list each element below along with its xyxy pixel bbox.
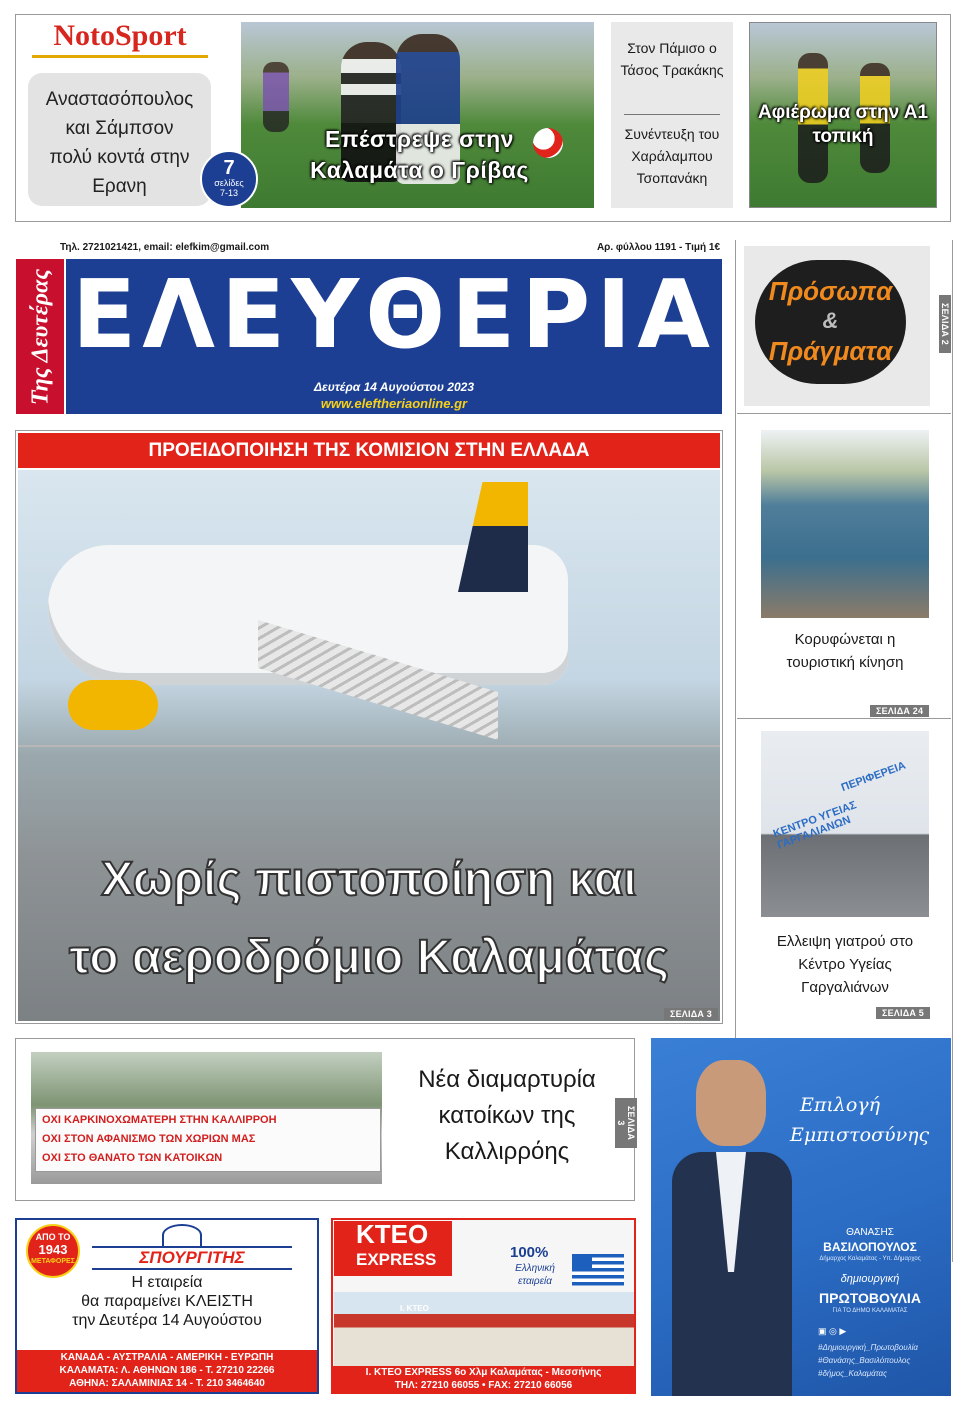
masthead-issue: Αρ. φύλλου 1191 - Τιμή 1€	[596, 242, 720, 253]
spourgitis-destinations: ΚΑΝΑΔΑ - ΑΥΣΤΡΑΛΙΑ - ΑΜΕΡΙΚΗ - ΕΥΡΩΠΗ	[60, 1352, 274, 1363]
health-center-caption[interactable]: Ελλειψη γιατρού στο Κέντρο Υγείας Γαργαλιάνων	[776, 933, 914, 996]
campaign-hashtag-3: #δήμος_Καλαμάτας	[818, 1369, 887, 1378]
building-sign-1: ΠΕΡΙΦΕΡΕΙΑ	[839, 759, 908, 795]
candidate-portrait	[672, 1060, 792, 1396]
airplane-tail	[458, 482, 528, 592]
notosport-logo[interactable]	[30, 17, 210, 57]
lead-headline-line1[interactable]: Χωρίς πιστοποίηση και	[101, 853, 637, 906]
soccer-headline[interactable]: Επέστρεψε στην Καλαμάτα ο Γρίβας	[310, 126, 529, 183]
protest-photo[interactable]	[31, 1052, 382, 1184]
sport-teaser-1[interactable]: Στον Πάμισο ο Τάσος Τρακάκης	[620, 40, 724, 78]
spourgitis-line2: θα παραμείνει ΚΛΕΙΣΤΗ	[81, 1293, 253, 1310]
protest-banner	[35, 1108, 381, 1172]
campaign-movement-3: ΓΙΑ ΤΟ ΔΗΜΟ ΚΑΛΑΜΑΤΑΣ	[832, 1308, 908, 1314]
masthead-contact: Τηλ. 2721021421, email: elefkim@gmail.com	[60, 242, 270, 253]
notosport-logo-sport: Sport	[114, 19, 187, 52]
kteo-claim-text: Ελληνική εταιρεία	[515, 1263, 555, 1287]
lead-kicker[interactable]: ΠΡΟΕΙΔΟΠΟΙΗΣΗ ΤΗΣ ΚΟΜΙΣΙΟΝ ΣΤΗΝ ΕΛΛΑΔΑ	[148, 440, 590, 461]
kteo-address: Ι. ΚΤΕΟ EXPRESS 6ο Χλμ Καλαμάτας - Μεσσήνης	[365, 1367, 602, 1378]
sport-teaser-2[interactable]: Συνέντευξη του Χαράλαμπου Τσοπανάκη	[624, 126, 720, 186]
pages-badge[interactable]	[200, 150, 258, 208]
beach-photo[interactable]	[761, 430, 929, 618]
tribute-headline[interactable]: Αφιέρωμα στην Α1 τοπική	[757, 102, 929, 147]
persons-line2: Πράγματα	[768, 336, 893, 366]
protest-headline[interactable]: Νέα διαμαρτυρία κατοίκων της Καλλιρρόης	[418, 1066, 596, 1165]
kteo-claim-pct: 100%	[510, 1244, 549, 1261]
building-sign-2: ΚΕΝΤΡΟ ΥΓΕΙΑΣ ΓΑΡΓΑΛΙΑΝΩΝ	[771, 799, 859, 852]
spourgitis-kalamata: ΚΑΛΑΜΑΤΑ: Λ. ΑΘΗΝΩΝ 186 - Τ. 27210 22266	[59, 1365, 275, 1376]
health-center-photo[interactable]	[761, 731, 929, 917]
protest-banner-line3: ΟΧΙ ΣΤΟ ΘΑΝΑΤΟ ΤΩΝ ΚΑΤΟΙΚΩΝ	[42, 1152, 223, 1164]
campaign-name-1: ΘΑΝΑΣΗΣ	[846, 1227, 894, 1238]
notosport-logo-underline	[32, 55, 208, 58]
spourgitis-globe-icon	[162, 1224, 202, 1246]
masthead-website[interactable]: www.eleftheriaonline.gr	[320, 396, 468, 411]
greek-flag-icon	[572, 1254, 624, 1286]
tourism-page: ΣΕΛΙΔΑ 24	[870, 705, 929, 717]
lead-headline-line2[interactable]: το αεροδρόμιο Καλαμάτας	[69, 931, 669, 984]
spourgitis-badge-top: ΑΠΟ ΤΟ	[35, 1232, 71, 1242]
social-icons: ▣ ◎ ▶	[818, 1326, 847, 1336]
spourgitis-badge-bottom: ΜΕΤΑΦΟΡΕΣ	[31, 1258, 75, 1265]
notosport-logo-noto: Noto	[53, 19, 115, 52]
tarmac-line	[18, 745, 720, 747]
spourgitis-athens: ΑΘΗΝΑ: ΣΑΛΑΜΙΝΙΑΣ 14 - Τ. 210 3464640	[69, 1378, 265, 1389]
candidate-head	[696, 1060, 766, 1146]
kteo-sign: Ι. ΚΤΕΟ	[400, 1304, 429, 1313]
kteo-logo-top: ΚΤΕΟ	[356, 1219, 429, 1249]
campaign-role: Δήμαρχος Καλαμάτας - Υπ. Δήμαρχος	[819, 1256, 921, 1262]
tourism-caption[interactable]: Κορυφώνεται η τουριστική κίνηση	[786, 631, 904, 671]
pages-badge-word: σελίδες	[214, 178, 244, 188]
sport-teaser-divider	[624, 114, 720, 115]
persons-page: ΣΕΛΙΔΑ 2	[939, 295, 951, 353]
pages-badge-num: 7	[223, 157, 235, 179]
protest-page: ΣΕΛΙΔΑ 3	[615, 1098, 637, 1148]
persons-amp: &	[822, 308, 839, 333]
sport-side-story[interactable]	[28, 73, 211, 206]
protest-banner-line1: ΟΧΙ ΚΑΡΚΙΝΟΧΩΜΑΤΕΡΗ ΣΤΗΝ ΚΑΛΛΙΡΡΟΗ	[42, 1114, 277, 1126]
persons-line1: Πρόσωπα	[768, 276, 893, 306]
lead-page: ΣΕΛΙΔΑ 3	[664, 1008, 718, 1020]
masthead-date: Δευτέρα 14 Αυγούστου 2023	[313, 380, 474, 394]
health-center-page: ΣΕΛΙΔΑ 5	[876, 1007, 930, 1019]
player-figure-3	[263, 62, 289, 132]
pages-badge-range: 7-13	[219, 188, 238, 198]
spourgitis-badge-year: 1943	[38, 1242, 68, 1257]
greek-flag-canton	[572, 1254, 592, 1271]
masthead-side-label: Της Δευτέρας	[27, 268, 54, 406]
kteo-logo-bottom: EXPRESS	[356, 1250, 437, 1269]
right-column-sep-2	[737, 718, 951, 719]
spourgitis-since-badge	[26, 1224, 80, 1278]
campaign-slogan-1: Επιλογή	[800, 1094, 881, 1116]
airplane-engine	[68, 680, 158, 730]
campaign-movement-1: δημιουργική	[840, 1273, 900, 1285]
masthead-title: ΕΛΕΥΘΕΡΙΑ	[72, 261, 716, 370]
spourgitis-line1: Η εταιρεία	[131, 1274, 203, 1291]
campaign-hashtag-2: #Θανάσης_Βασιλόπουλος	[818, 1356, 911, 1365]
campaign-slogan-2: Εμπιστοσύνης	[790, 1124, 930, 1146]
protest-banner-line2: ΟΧΙ ΣΤΟΝ ΑΦΑΝΙΣΜΟ ΤΩΝ ΧΩΡΙΩΝ ΜΑΣ	[42, 1133, 256, 1145]
kteo-phones: ΤΗΛ: 27210 66055 • FAX: 27210 66056	[394, 1380, 573, 1391]
spourgitis-line3: την Δευτέρα 14 Αυγούστου	[72, 1312, 262, 1329]
campaign-movement-2: ΠΡΩΤΟΒΟΥΛΙΑ	[819, 1290, 921, 1306]
sport-side-story-text: Αναστασόπουλος και Σάμπσον πολύ κοντά στην Ερανη	[45, 89, 194, 197]
right-column-sep-1	[737, 413, 951, 414]
spourgitis-brand: ΣΠΟΥΡΓΙΤΗΣ	[92, 1246, 292, 1270]
campaign-hashtag-1: #Δημιουργική_Πρωτοβουλία	[818, 1343, 918, 1352]
campaign-name-2: ΒΑΣΙΛΟΠΟΥΛΟΣ	[823, 1240, 917, 1254]
